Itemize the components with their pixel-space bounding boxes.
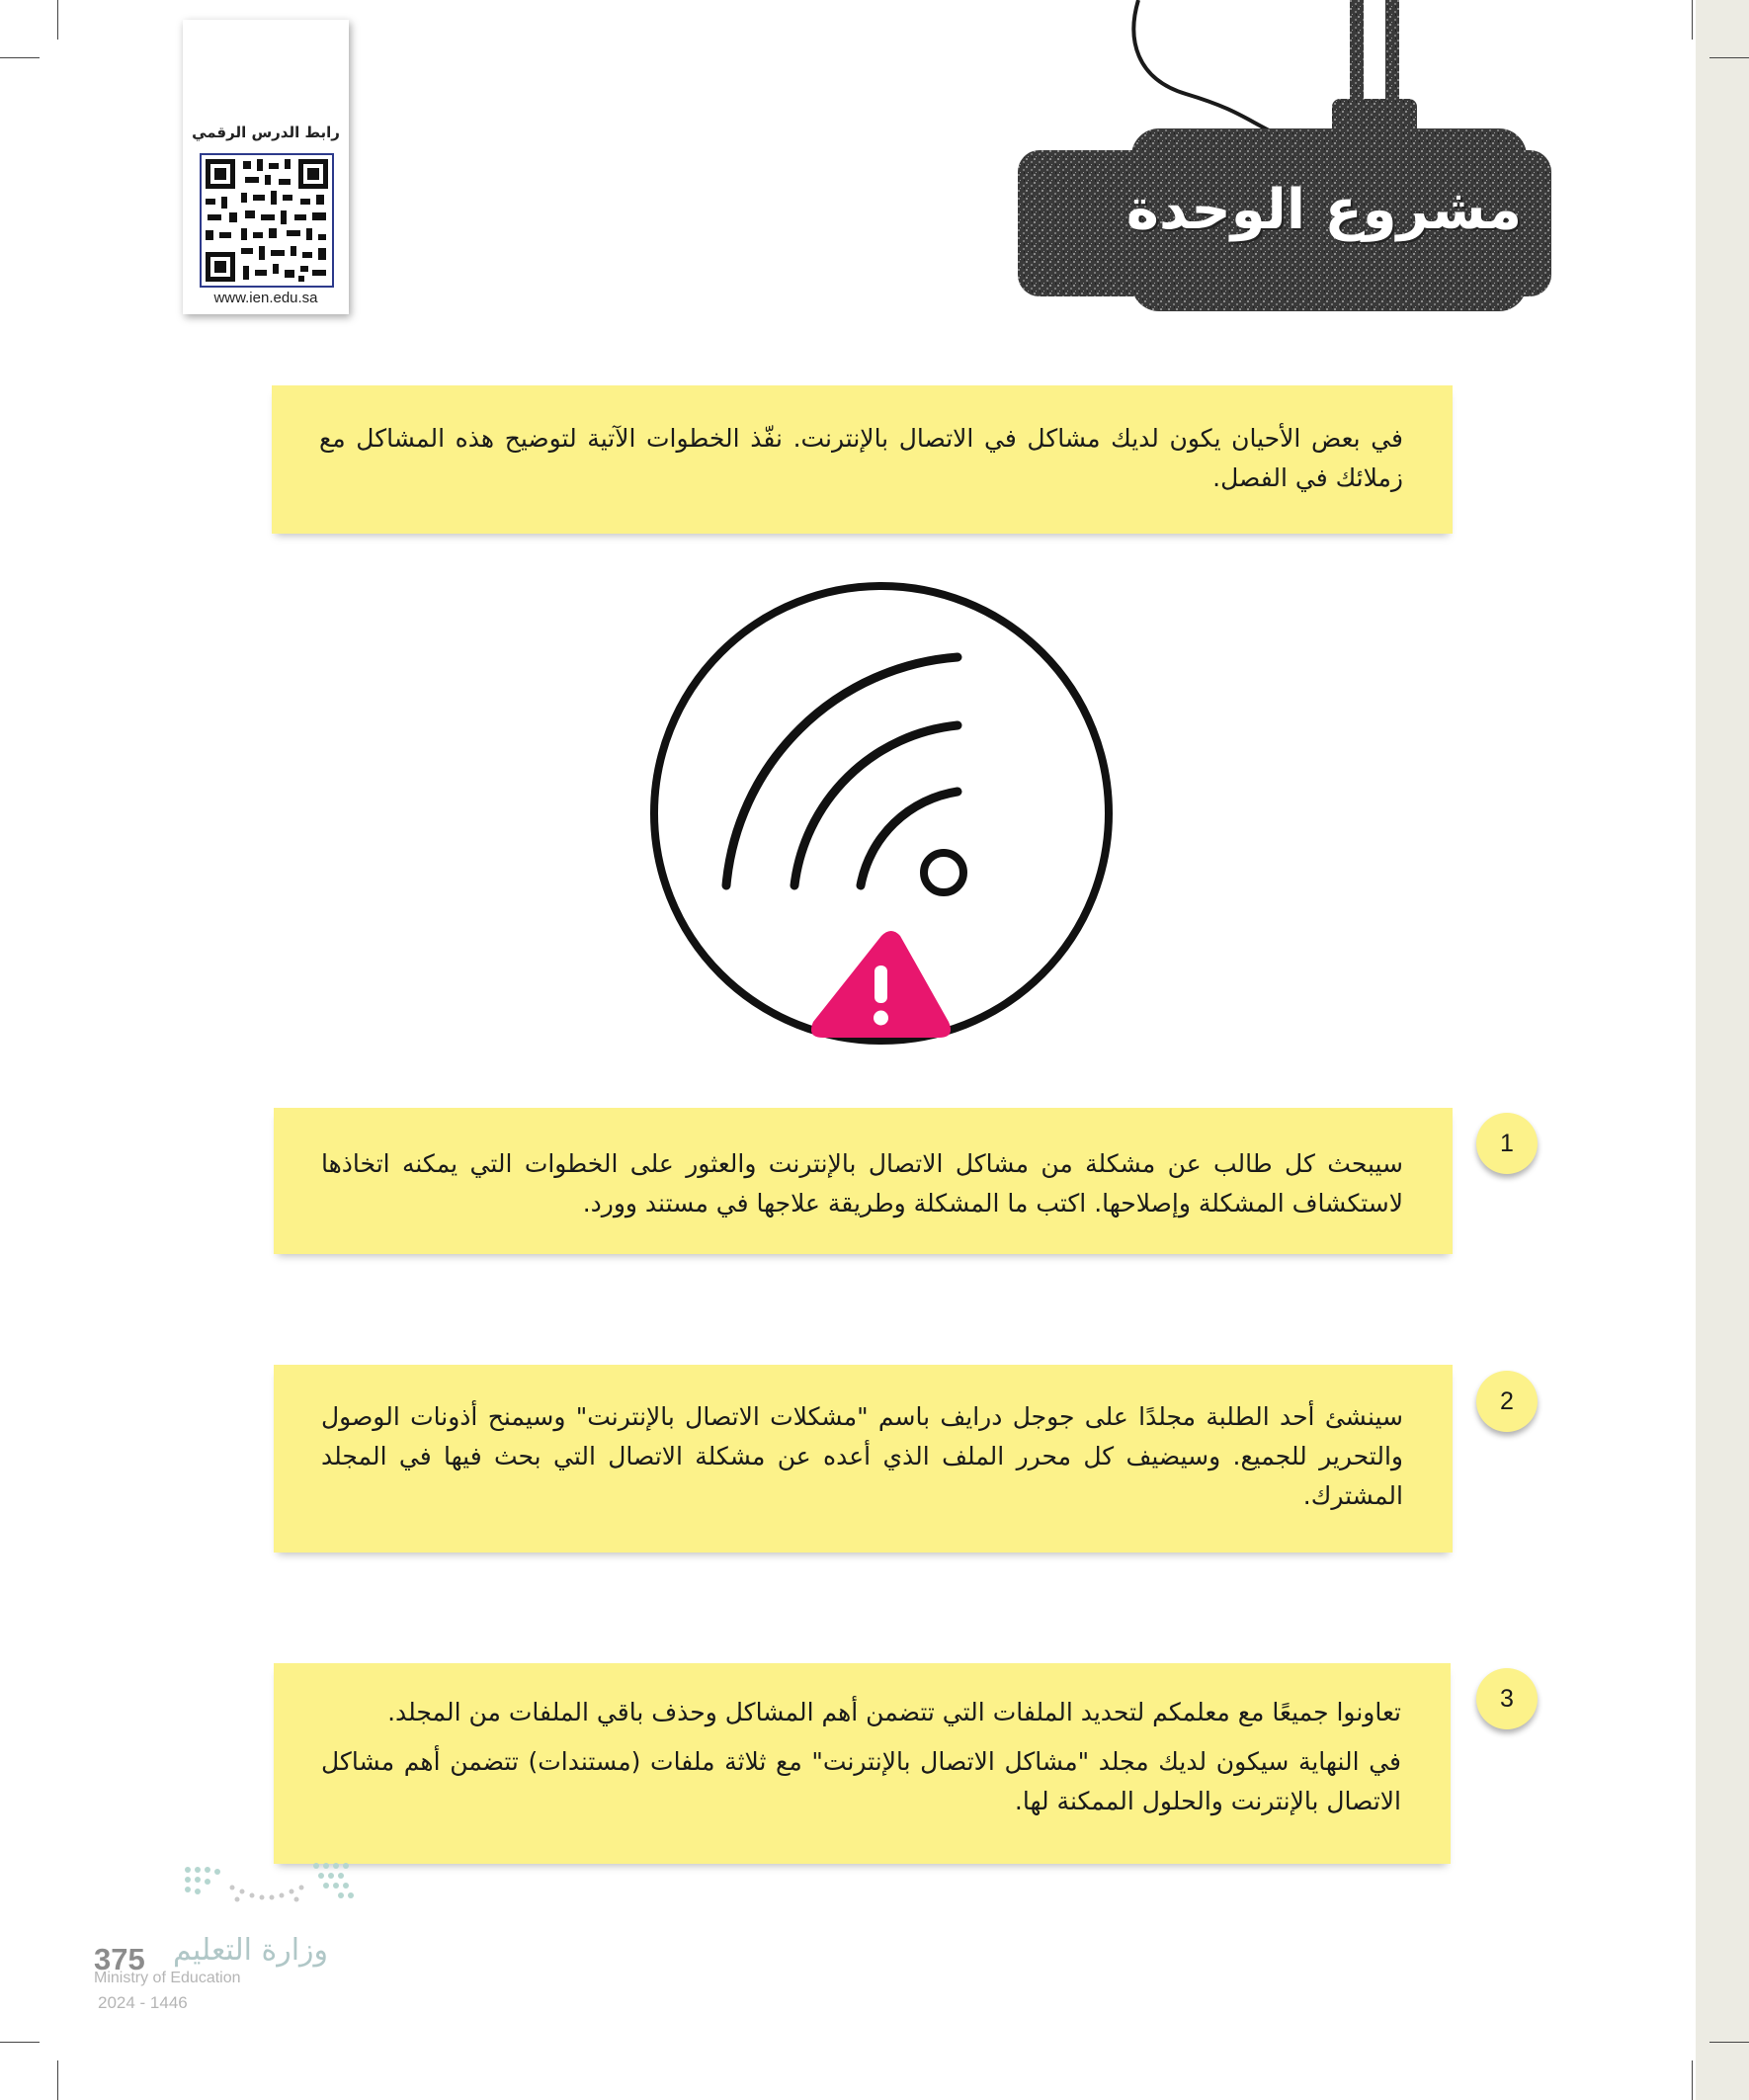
unit-title: مشروع الوحدة [1125,178,1523,242]
unit-title-sign [1018,0,1556,316]
intro-text: في بعض الأحيان يكون لديك مشاكل في الاتصال بالإنترنت. نفّذ الخطوات الآتية لتوضيح هذه المشاكل مع زملائك في الفصل. [319,424,1403,492]
crop-mark [57,0,58,40]
step-2-note [274,1365,1453,1553]
wifi-warning-illustration [647,578,1117,1072]
ministry-name-ar: وزارة التعليم [173,1933,329,1968]
step-3-note [274,1663,1451,1864]
crop-mark [0,2042,40,2043]
sign-graphic [1018,0,1556,316]
ministry-name-en: Ministry of Education [94,1970,241,1986]
step-1-text: سيبحث كل طالب عن مشكلة من مشاكل الاتصال بالإنترنت والعثور على الخطوات التي يمكنه اتخاذها لاستكشاف المشكلة وإصلاحها. اكتب ما المشكلة وطريقة علاجها في مستند وورد. [321,1149,1403,1218]
page-number: 375 [94,1942,145,1976]
crop-mark [1709,2042,1749,2043]
page-edge-strip [1696,0,1749,2100]
step-1-note [274,1108,1453,1254]
crop-mark [0,57,40,58]
step-3-text-a: تعاونوا جميعًا مع معلمكم لتحديد الملفات التي تتضمن أهم المشاكل وحذف باقي الملفات من المجلد. [387,1698,1401,1726]
crop-mark [1692,0,1693,40]
qr-label: رابط الدرس الرقمي [192,124,340,141]
page-footer [94,1858,361,2016]
qr-url[interactable]: www.ien.edu.sa [213,290,318,306]
ministry-logo-icon [178,1858,356,1917]
edition-year: 2024 - 1446 [98,1993,188,2012]
crop-mark [57,2060,58,2100]
intro-note [272,385,1453,534]
wifi-dot [924,853,963,892]
crop-mark [1709,57,1749,58]
step-1-number: 1 [1476,1113,1538,1174]
digital-lesson-card[interactable] [183,20,349,314]
crop-mark [1692,2060,1693,2100]
step-3-number: 3 [1476,1668,1538,1729]
qr-code[interactable] [200,153,334,288]
step-3-text-b: في النهاية سيكون لديك مجلد "مشاكل الاتصال بالإنترنت" مع ثلاثة ملفات (مستندات) تتضمن أهم مشاكل الاتصال بالإنترنت والحلول الممكنة لها. [321,1747,1401,1815]
step-2-text: سينشئ أحد الطلبة مجلدًا على جوجل درايف باسم "مشكلات الاتصال بالإنترنت" وسيمنح أذونات الوصول والتحرير للجميع. وسيضيف كل محرر الملف الذي أعده عن مشكلة الاتصال التي بحث فيها في المجلد المشترك. [321,1402,1403,1510]
step-2-number: 2 [1476,1371,1538,1432]
